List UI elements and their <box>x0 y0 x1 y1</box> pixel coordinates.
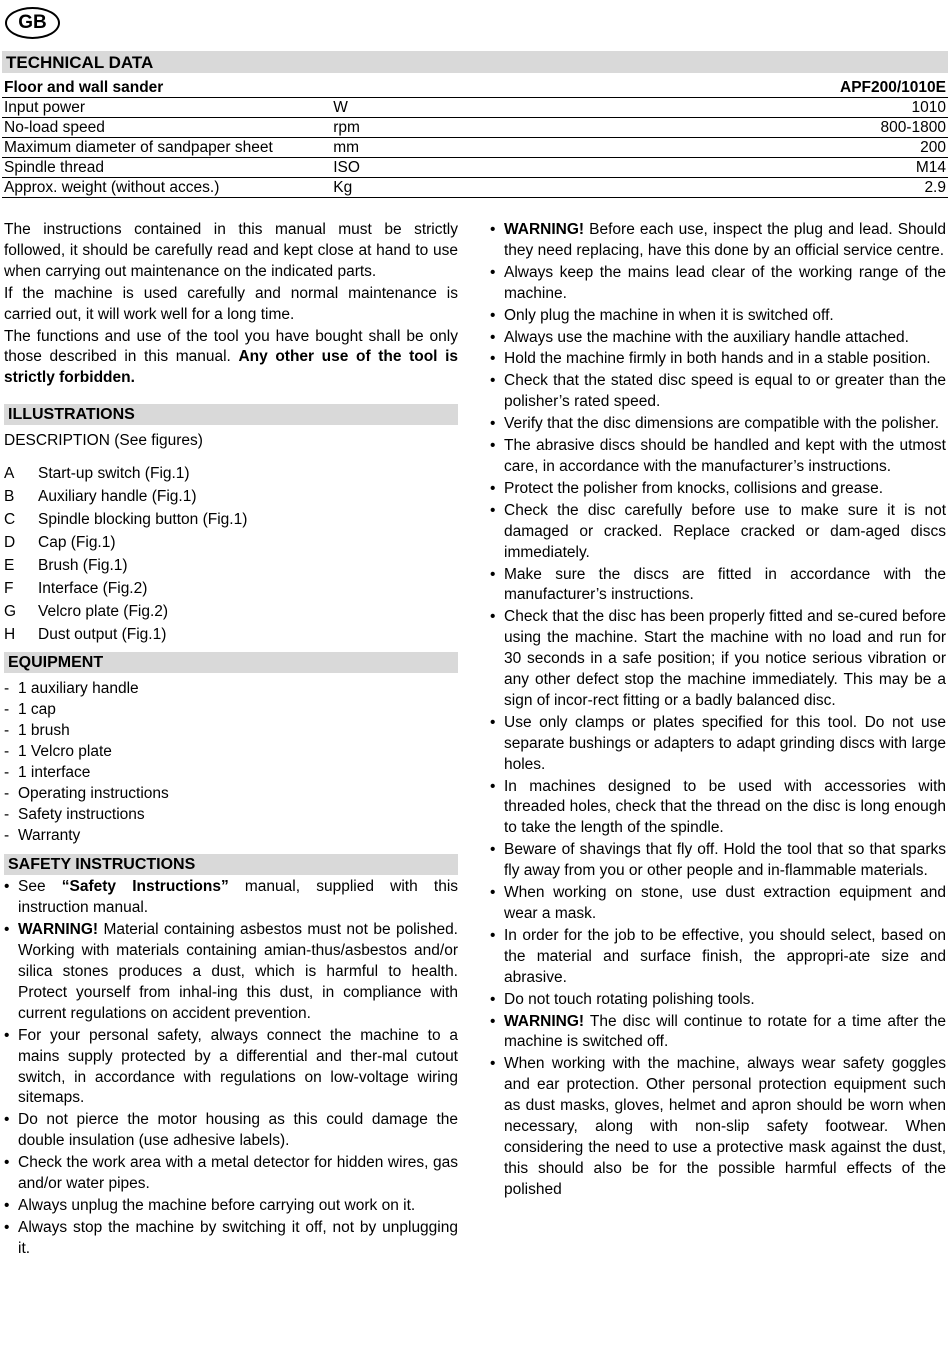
safety-text: Check the disc carefully before use to make sure it is not damaged or cracked. Replace cracked or dam-aged discs immediately. <box>504 501 946 561</box>
list-item: • Check the disc carefully before use to make sure it is not damaged or cracked. Replace cracked or dam-aged discs immediately. <box>490 501 946 564</box>
safety-text: Protect the polisher from knocks, collisions and grease. <box>504 479 884 497</box>
equipment-item: 1 interface <box>18 763 91 781</box>
safety-emphasis: “Safety Instructions” <box>61 878 229 896</box>
legend-letter: A <box>4 465 15 483</box>
row-unit: mm <box>331 138 815 158</box>
safety-text: Do not pierce the motor housing as this could damage the double insulation (use adhesive labels). <box>18 1111 458 1150</box>
safety-text: In order for the job to be effective, you should select, based on the material and surface finish, the appropri-ate size and abrasive. <box>504 926 946 986</box>
technical-data-heading: TECHNICAL DATA <box>2 51 948 73</box>
safety-text: Always unplug the machine before carrying out work on it. <box>18 1197 416 1214</box>
safety-text: Only plug the machine in when it is switched off. <box>504 306 834 324</box>
warning-label: WARNING! <box>18 921 99 939</box>
figure-legend <box>4 462 458 646</box>
list-item: • Use only clamps or plates specified for this tool. Do not use separate bushings or adapters to adapt grinding discs with large holes. <box>490 713 946 776</box>
legend-letter: E <box>4 557 15 575</box>
list-item: • Make sure the discs are fitted in accordance with the manufacturer’s instructions. <box>490 565 946 607</box>
list-item: • Always use the machine with the auxiliary handle attached. <box>490 328 946 349</box>
table-row <box>2 98 948 118</box>
list-item <box>4 462 458 485</box>
list-item <box>4 485 458 508</box>
legend-text: Auxiliary handle (Fig.1) <box>38 488 197 506</box>
equipment-item: 1 auxiliary handle <box>18 680 139 698</box>
list-item <box>4 623 458 646</box>
safety-text: When working on stone, use dust extraction equipment and wear a mask. <box>504 884 946 922</box>
equipment-item: Warranty <box>18 826 81 844</box>
legend-text: Cap (Fig.1) <box>38 534 116 552</box>
equipment-item: 1 Velcro plate <box>18 742 112 760</box>
intro-paragraph: The instructions contained in this manual must be strictly followed, it should be carefully read and kept close at hand to use when carrying out maintenance on the indicated parts. <box>4 221 458 280</box>
list-item: - 1 Velcro plate <box>4 742 458 763</box>
row-unit: ISO <box>331 158 815 178</box>
safety-text: Hold the machine firmly in both hands and in a stable position. <box>504 350 931 368</box>
equipment-item: 1 brush <box>18 721 70 739</box>
safety-text: In machines designed to be used with accessories with threaded holes, check that the thread on the disc is long enough to take the length of the spindle. <box>504 777 946 837</box>
row-value: 800-1800 <box>815 118 948 138</box>
list-item: • Verify that the disc dimensions are compatible with the polisher. <box>490 414 946 435</box>
description-label: DESCRIPTION (See figures) <box>4 432 203 450</box>
row-label: Input power <box>2 98 331 118</box>
safety-list-right <box>490 220 946 1201</box>
list-item: • Only plug the machine in when it is switched off. <box>490 306 946 327</box>
list-item: • Do not touch rotating polishing tools. <box>490 990 946 1011</box>
safety-list-left <box>4 877 458 1259</box>
table-row <box>2 138 948 158</box>
illustrations-heading: ILLUSTRATIONS <box>4 404 458 425</box>
table-row <box>2 118 948 138</box>
list-item: • For your personal safety, always connect the machine to a mains supply protected by a differential and ther-mal cutout switch, in accordance with regulations on low-voltage wiring sitemaps. <box>4 1026 458 1110</box>
equipment-heading: EQUIPMENT <box>4 652 458 673</box>
safety-text: Check the work area with a metal detector for hidden wires, gas and/or water pipes. <box>18 1154 458 1193</box>
row-value: 200 <box>815 138 948 158</box>
safety-text: Beware of shavings that fly off. Hold the tool that so that sparks fly away from you or other people and in-flammable materials. <box>504 841 946 880</box>
equipment-list <box>4 679 458 846</box>
right-column <box>490 220 946 1202</box>
list-item: • When working with the machine, always wear safety goggles and ear protection. Other personal protection equipment such as dust masks, gloves, helmet and apron should be worn when necessary, along with non-slip safety footwear. When considering the need to use a protective mask against the dust, this should also be for the possible harmful effects of the polished <box>490 1054 946 1200</box>
list-item: - 1 interface <box>4 763 458 784</box>
list-item: • Protect the polisher from knocks, collisions and grease. <box>490 479 946 500</box>
list-item: • Always unplug the machine before carrying out work on it. <box>4 1196 458 1217</box>
intro-paragraph: If the machine is used carefully and normal maintenance is carried out, it will work well for a long time. <box>4 284 458 323</box>
list-item: • Hold the machine firmly in both hands and in a stable position. <box>490 349 946 370</box>
row-label: Maximum diameter of sandpaper sheet <box>2 138 331 158</box>
technical-data-table <box>2 78 948 198</box>
equipment-item: Safety instructions <box>18 805 145 823</box>
list-item <box>4 577 458 600</box>
safety-text: For your personal safety, always connect the machine to a mains supply protected by a differential and ther-mal cutout switch, in accordance with regulations on low-voltage wiring sitemaps. <box>18 1026 458 1107</box>
list-item: - Warranty <box>4 826 458 847</box>
list-item <box>4 600 458 623</box>
safety-text: manual, supplied with this instruction manual. <box>18 878 459 917</box>
table-row <box>2 178 948 198</box>
list-item: • In order for the job to be effective, you should select, based on the material and surface finish, the appropri-ate size and abrasive. <box>490 926 946 989</box>
list-item: • WARNING! The disc will continue to rotate for a time after the machine is switched off. <box>490 1012 946 1051</box>
list-item: • Always stop the machine by switching it off, not by unplugging it. <box>4 1218 458 1260</box>
list-item: • Do not pierce the motor housing as this could damage the double insulation (use adhesive labels). <box>4 1110 458 1152</box>
row-label: Spindle thread <box>2 158 331 178</box>
legend-text: Spindle blocking button (Fig.1) <box>38 511 248 529</box>
safety-text: Before each use, inspect the plug and lead. Should they need replacing, have this done by an official service centre. <box>504 221 946 259</box>
intro-text: The functions and use of the tool you have bought shall be only those described in this manual. <box>4 327 458 366</box>
equipment-item: 1 cap <box>18 701 56 719</box>
list-item: • Check the work area with a metal detector for hidden wires, gas and/or water pipes. <box>4 1153 458 1195</box>
legend-text: Start-up switch (Fig.1) <box>38 465 190 483</box>
list-item <box>4 508 458 531</box>
safety-text: The abrasive discs should be handled and kept with the utmost care, in accordance with the manufacturer’s instructions. <box>504 437 946 475</box>
legend-text: Dust output (Fig.1) <box>38 626 167 644</box>
list-item: • Always keep the mains lead clear of the working range of the machine. <box>490 263 946 305</box>
legend-letter: G <box>4 603 17 621</box>
row-unit: rpm <box>331 118 815 138</box>
language-badge: GB <box>5 7 60 39</box>
row-label: No-load speed <box>2 118 331 138</box>
safety-text: Always stop the machine by switching it off, not by unplugging it. <box>18 1218 458 1257</box>
model-number: APF200/1010E <box>815 78 948 98</box>
warning-label: WARNING! <box>504 221 585 238</box>
safety-text: Verify that the disc dimensions are compatible with the polisher. <box>504 415 940 433</box>
safety-text: Check that the disc has been properly fitted and se-cured before using the machine. Start the machine with no load and run for 30 seconds in a safe position; if you notice serious vibration or any other defect stop the machine immediately. This may be a sign of incor-rect fitting or a badly balanced disc. <box>504 608 946 709</box>
row-value: M14 <box>815 158 948 178</box>
safety-text: Check that the stated disc speed is equal to or greater than the polisher’s rated speed. <box>504 372 946 411</box>
list-item <box>4 531 458 554</box>
safety-text: Material containing asbestos must not be polished. Working with materials containing amian-thus/asbestos and/or silica stones produces a dust, which is harmful to health. Protect yourself from inhal-ing this dust, in compliance with current regulations on accident prevention. <box>18 921 458 1022</box>
product-name: Floor and wall sander <box>2 78 815 98</box>
list-item: - 1 cap <box>4 700 458 721</box>
list-item: • See “Safety Instructions” manual, supplied with this instruction manual. <box>4 878 459 917</box>
row-value: 2.9 <box>815 178 948 198</box>
legend-text: Velcro plate (Fig.2) <box>38 603 169 621</box>
row-value: 1010 <box>815 98 948 118</box>
legend-letter: D <box>4 534 16 552</box>
list-item: • Beware of shavings that fly off. Hold the tool that so that sparks fly away from you or other people and in-flammable materials. <box>490 840 946 882</box>
safety-text: When working with the machine, always wear safety goggles and ear protection. Other personal protection equipment such as dust masks, gloves, helmet and apron should be worn when necessary, along with non-slip safety footwear. When considering the need to use a protective mask against the dust, this should also be for the possible harmful effects of the polished <box>504 1055 946 1198</box>
safety-text: Do not touch rotating polishing tools. <box>504 990 755 1008</box>
legend-text: Interface (Fig.2) <box>38 580 148 598</box>
legend-letter: H <box>4 626 16 644</box>
intro-paragraph <box>4 327 458 390</box>
list-item: • In machines designed to be used with accessories with threaded holes, check that the thread on the disc is long enough to take the length of the spindle. <box>490 777 946 840</box>
list-item: • Check that the stated disc speed is equal to or greater than the polisher’s rated speed. <box>490 371 946 413</box>
list-item: - 1 brush <box>4 721 458 742</box>
list-item: • When working on stone, use dust extraction equipment and wear a mask. <box>490 883 946 925</box>
row-unit: W <box>331 98 815 118</box>
safety-text: Make sure the discs are fitted in accordance with the manufacturer’s instructions. <box>504 565 946 604</box>
list-item: - Operating instructions <box>4 784 458 805</box>
list-item: • WARNING! Material containing asbestos must not be polished. Working with materials containing amian-thus/asbestos and/or silica stones produces a dust, which is harmful to health. Protect yourself from inhal-ing this dust, in compliance with current regulations on accident prevention. <box>4 921 458 1022</box>
safety-heading: SAFETY INSTRUCTIONS <box>4 854 458 875</box>
safety-text: See <box>18 878 62 896</box>
safety-text: Always keep the mains lead clear of the working range of the machine. <box>504 263 946 302</box>
legend-letter: C <box>4 511 16 529</box>
row-label: Approx. weight (without acces.) <box>2 178 331 198</box>
table-row <box>2 158 948 178</box>
forbidden-notice: Any other use of the tool is strictly forbidden. <box>4 348 458 387</box>
list-item: - 1 auxiliary handle <box>4 679 458 700</box>
warning-label: WARNING! <box>504 1012 585 1030</box>
legend-letter: F <box>4 580 14 598</box>
legend-text: Brush (Fig.1) <box>38 557 128 575</box>
list-item: • Check that the disc has been properly fitted and se-cured before using the machine. Start the machine with no load and run for 30 seconds in a safe position; if you notice serious vibration or any other defect stop the machine immediately. This may be a sign of incor-rect fitting or a badly balanced disc. <box>490 607 946 712</box>
left-column <box>4 220 458 1261</box>
row-unit: Kg <box>331 178 815 198</box>
list-item: - Safety instructions <box>4 805 458 826</box>
table-header-row <box>2 78 948 98</box>
equipment-item: Operating instructions <box>18 784 169 802</box>
list-item <box>4 554 458 577</box>
list-item: • WARNING! Before each use, inspect the plug and lead. Should they need replacing, have this done by an official service centre. <box>490 221 946 259</box>
safety-text: Use only clamps or plates specified for this tool. Do not use separate bushings or adapters to adapt grinding discs with large holes. <box>504 713 946 773</box>
list-item: • The abrasive discs should be handled and kept with the utmost care, in accordance with the manufacturer’s instructions. <box>490 436 946 478</box>
legend-letter: B <box>4 488 15 506</box>
safety-text: The disc will continue to rotate for a time after the machine is switched off. <box>504 1012 946 1051</box>
safety-text: Always use the machine with the auxiliary handle attached. <box>504 328 909 346</box>
